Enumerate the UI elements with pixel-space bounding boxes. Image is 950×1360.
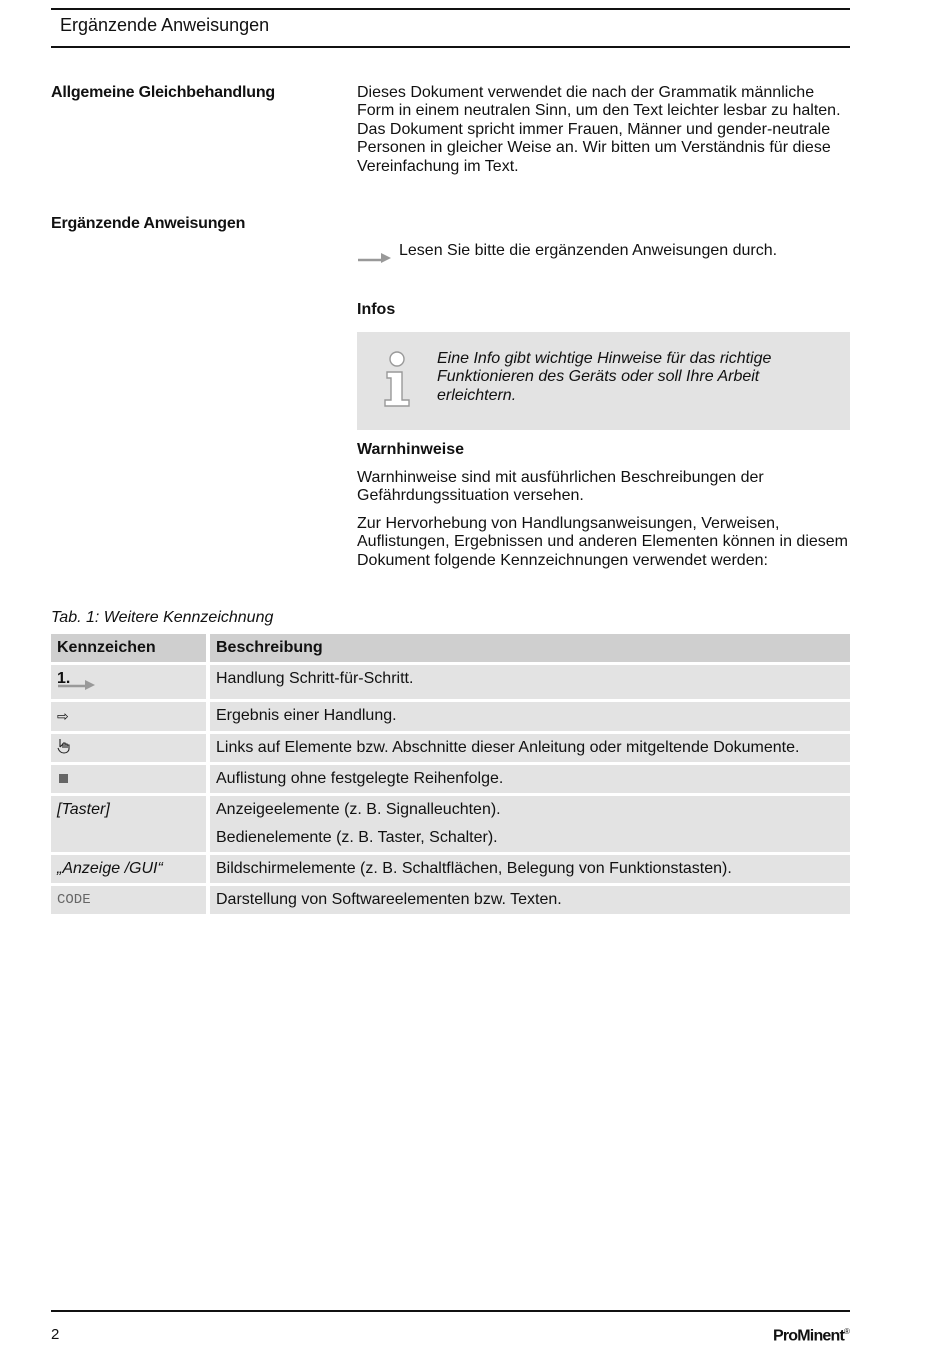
supplementary-heading: Ergänzende Anweisungen: [51, 215, 246, 232]
info-text: Eine Info gibt wichtige Hinweise für das richtige Funktionieren des Geräts oder soll Ihre Arbeit erleichtern.: [437, 350, 772, 404]
header-rule-bottom: [51, 46, 850, 48]
step-arrow-icon: [357, 250, 393, 264]
warnings-text-1: Warnhinweise sind mit ausführlichen Beschreibungen der Gefährdungssituation versehen.: [357, 469, 764, 505]
table-row: [51, 796, 850, 852]
header-rule-top: [51, 8, 850, 10]
description-cell: Darstellung von Softwareelementen bzw. Texten.: [210, 886, 850, 914]
table-row: [51, 765, 850, 793]
description-cell: [210, 796, 850, 852]
logo-registered-mark: ®: [844, 1327, 850, 1336]
mark-cell: [51, 702, 210, 731]
link-hand-icon: [57, 738, 71, 754]
description-line: Anzeigeelemente (z. B. Signalleuchten).: [216, 801, 501, 818]
step-text: Lesen Sie bitte die ergänzenden Anweisungen durch.: [399, 242, 778, 259]
footer-rule: [51, 1310, 850, 1312]
description-cell: Bildschirmelemente (z. B. Schaltflächen, Belegung von Funktionstasten).: [210, 855, 850, 883]
table-row: [51, 855, 850, 883]
table-row: [51, 886, 850, 914]
brand-logo: [773, 1327, 850, 1345]
table-caption: Tab. 1: Weitere Kennzeichnung: [51, 609, 274, 626]
page-number: 2: [51, 1326, 60, 1343]
mark-cell: CODE: [51, 886, 210, 914]
warnings-text-2: Zur Hervorhebung von Handlungsanweisungen, Verweisen, Auflistungen, Ergebnissen und anderen Elementen können in diesem Dokument folgende Kennzeichnungen verwendet werden:: [357, 515, 848, 569]
description-cell: Handlung Schritt-für-Schritt.: [210, 665, 850, 699]
markings-table: [51, 631, 850, 917]
step-number: 1.: [57, 670, 71, 687]
equality-heading: Allgemeine Gleichbehandlung: [51, 84, 275, 101]
page-title: Ergänzende Anweisungen: [60, 15, 270, 35]
mark-cell: [51, 734, 210, 762]
table-row: [51, 734, 850, 762]
description-line: Bedienelemente (z. B. Taster, Schalter).: [216, 829, 498, 846]
mark-cell: „Anzeige /GUI“: [51, 855, 210, 883]
info-box: [357, 332, 850, 430]
infos-heading: Infos: [357, 301, 396, 318]
column-header-description: Beschreibung: [210, 634, 850, 662]
warnings-heading: Warnhinweise: [357, 441, 464, 458]
table-row: [51, 702, 850, 731]
description-cell: Auflistung ohne festgelegte Reihenfolge.: [210, 765, 850, 793]
description-cell: Ergebnis einer Handlung.: [210, 702, 850, 731]
info-icon: [379, 350, 415, 410]
table-header-row: [51, 634, 850, 662]
logo-text: ProMinent: [773, 1327, 845, 1345]
table-row: [51, 665, 850, 699]
list-bullet-icon: [59, 774, 68, 783]
step-arrow-icon: [57, 677, 97, 691]
description-cell: Links auf Elemente bzw. Abschnitte dieser Anleitung oder mitgeltende Dokumente.: [210, 734, 850, 762]
result-arrow-icon: ⇨: [57, 708, 69, 724]
supplementary-step: [357, 242, 850, 266]
mark-cell: [51, 765, 210, 793]
column-header-mark: Kennzeichen: [51, 634, 210, 662]
mark-cell: [51, 665, 210, 699]
equality-text: Dieses Dokument verwendet die nach der Grammatik männliche Form in einem neutralen Sinn, um den Text leichter lesbar zu halten. Das Dokument spricht immer Frauen, Männer und gender-neutrale Personen in gleicher Weise an. Wir bitten um Verständnis für diese Vereinfachung im Text.: [357, 84, 841, 175]
mark-cell: [Taster]: [51, 796, 210, 852]
